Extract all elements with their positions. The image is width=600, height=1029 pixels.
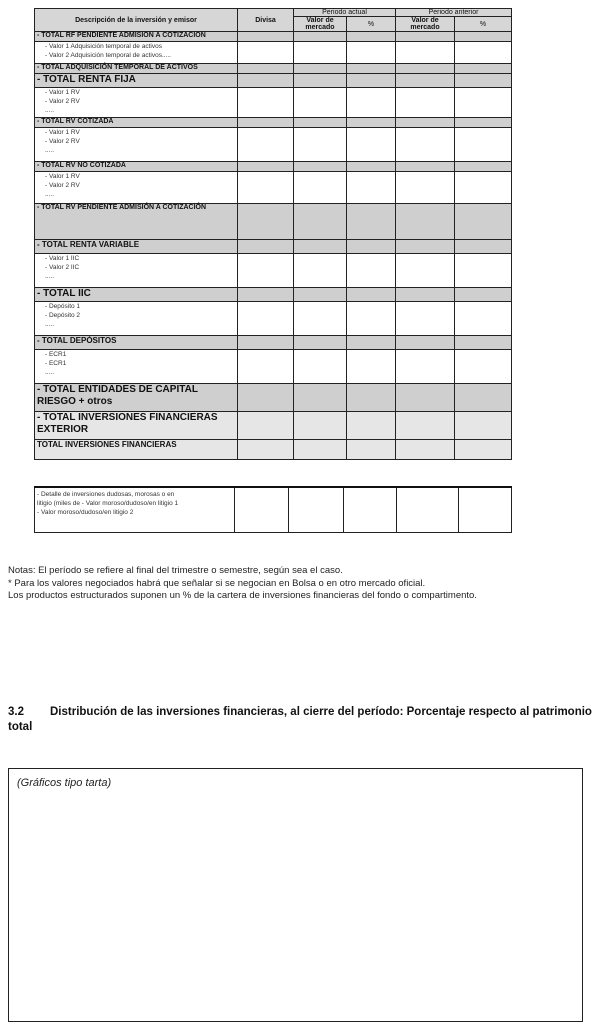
value-cell bbox=[455, 128, 512, 162]
item-row bbox=[35, 42, 512, 64]
section-total-row bbox=[35, 384, 512, 412]
value-cell bbox=[347, 64, 396, 74]
note-line: * Para los valores negociados habrá que señalar si se negocian en Bolsa o en otro mercado oficial. bbox=[8, 577, 426, 589]
value-cell bbox=[455, 288, 512, 302]
value-cell bbox=[455, 350, 512, 384]
item-row bbox=[35, 254, 512, 288]
value-cell bbox=[396, 254, 455, 288]
item-line: - Valor 2 Adquisición temporal de activos..... bbox=[45, 52, 171, 59]
value-cell bbox=[347, 42, 396, 64]
value-cell bbox=[238, 128, 294, 162]
section-total-row bbox=[35, 64, 512, 74]
dudosas-line: - Valor moroso/dudoso/en litigio 2 bbox=[37, 509, 134, 516]
dudosas-cell bbox=[397, 487, 459, 533]
item-line: - Depósito 2 bbox=[45, 312, 81, 319]
item-label bbox=[35, 254, 238, 288]
item-line: - Valor 1 RV bbox=[45, 89, 80, 96]
value-cell bbox=[347, 384, 396, 412]
section-total-row bbox=[35, 32, 512, 42]
section-total-row bbox=[35, 118, 512, 128]
value-cell bbox=[294, 172, 347, 204]
item-label bbox=[35, 172, 238, 204]
item-line: - ECR1 bbox=[45, 360, 67, 367]
value-cell bbox=[238, 74, 294, 88]
dudosas-line: litigio (miles de - Valor moroso/dudoso/en litigio 1 bbox=[37, 500, 179, 507]
value-cell bbox=[294, 412, 347, 440]
section-total-row bbox=[35, 240, 512, 254]
value-cell bbox=[396, 88, 455, 118]
item-row bbox=[35, 172, 512, 204]
item-line: - Valor 1 RV bbox=[45, 173, 80, 180]
section-label: - TOTAL IIC bbox=[35, 288, 238, 302]
value-cell bbox=[396, 412, 455, 440]
value-cell bbox=[396, 118, 455, 128]
value-cell bbox=[347, 288, 396, 302]
value-cell bbox=[238, 118, 294, 128]
value-cell bbox=[455, 204, 512, 240]
value-cell bbox=[294, 302, 347, 336]
item-line: - Valor 1 Adquisición temporal de activos bbox=[45, 43, 162, 50]
section-label: - TOTAL INVERSIONES FINANCIERAS EXTERIOR bbox=[35, 412, 238, 440]
investments-table-body bbox=[35, 32, 512, 460]
value-cell bbox=[347, 128, 396, 162]
section-label: - TOTAL ADQUISICIÓN TEMPORAL DE ACTIVOS bbox=[35, 64, 238, 74]
section-label: TOTAL INVERSIONES FINANCIERAS bbox=[35, 440, 238, 460]
section-total-row bbox=[35, 440, 512, 460]
value-cell bbox=[294, 128, 347, 162]
dudosas-table bbox=[34, 486, 512, 533]
section-total-row bbox=[35, 162, 512, 172]
value-cell bbox=[347, 118, 396, 128]
item-line: ..... bbox=[45, 191, 55, 198]
value-cell bbox=[396, 32, 455, 42]
section-label: - TOTAL RV PENDIENTE ADMISIÓN A COTIZACIÓN bbox=[35, 204, 238, 240]
value-cell bbox=[396, 204, 455, 240]
item-row bbox=[35, 350, 512, 384]
value-cell bbox=[238, 42, 294, 64]
item-label bbox=[35, 350, 238, 384]
item-label bbox=[35, 128, 238, 162]
value-cell bbox=[238, 384, 294, 412]
section-title: Distribución de las inversiones financieras, al cierre del período: Porcentaje respecto al patrimonio total bbox=[8, 706, 592, 733]
value-cell bbox=[347, 88, 396, 118]
section-label: - TOTAL RV NO COTIZADA bbox=[35, 162, 238, 172]
item-line: - Valor 1 RV bbox=[45, 129, 80, 136]
chart-placeholder-text: (Gráficos tipo tarta) bbox=[17, 777, 112, 789]
section-number: 3.2 bbox=[8, 706, 24, 718]
value-cell bbox=[347, 350, 396, 384]
value-cell bbox=[396, 350, 455, 384]
value-cell bbox=[238, 288, 294, 302]
value-cell bbox=[455, 302, 512, 336]
value-cell bbox=[347, 204, 396, 240]
section-label: - TOTAL ENTIDADES DE CAPITAL RIESGO + otros bbox=[35, 384, 238, 412]
header-pct-actual: % bbox=[347, 17, 396, 32]
item-line: - Valor 2 RV bbox=[45, 182, 80, 189]
value-cell bbox=[455, 88, 512, 118]
item-line: - Valor 1 IIC bbox=[45, 255, 80, 262]
value-cell bbox=[396, 128, 455, 162]
value-cell bbox=[294, 350, 347, 384]
section-label: - TOTAL RF PENDIENTE ADMISION A COTIZACION bbox=[35, 32, 238, 42]
section-label: - TOTAL DEPÓSITOS bbox=[35, 336, 238, 350]
value-cell bbox=[455, 412, 512, 440]
value-cell bbox=[455, 162, 512, 172]
value-cell bbox=[238, 412, 294, 440]
value-cell bbox=[347, 32, 396, 42]
dudosas-cell bbox=[459, 487, 512, 533]
dudosas-line: - Detalle de inversiones dudosas, morosas o en bbox=[37, 491, 175, 498]
value-cell bbox=[294, 32, 347, 42]
item-row bbox=[35, 302, 512, 336]
item-label bbox=[35, 88, 238, 118]
value-cell bbox=[347, 336, 396, 350]
item-label bbox=[35, 42, 238, 64]
section-total-row bbox=[35, 74, 512, 88]
investments-table bbox=[34, 8, 512, 460]
value-cell bbox=[238, 32, 294, 42]
value-cell bbox=[347, 412, 396, 440]
value-cell bbox=[238, 240, 294, 254]
item-line: ..... bbox=[45, 273, 55, 280]
value-cell bbox=[396, 74, 455, 88]
value-cell bbox=[294, 440, 347, 460]
value-cell bbox=[238, 172, 294, 204]
item-line: - Valor 2 RV bbox=[45, 98, 80, 105]
header-periodo-anterior: Periodo anterior bbox=[396, 9, 512, 17]
section-total-row bbox=[35, 204, 512, 240]
value-cell bbox=[455, 254, 512, 288]
value-cell bbox=[455, 32, 512, 42]
item-line: ..... bbox=[45, 321, 55, 328]
dudosas-cell bbox=[289, 487, 344, 533]
value-cell bbox=[347, 162, 396, 172]
value-cell bbox=[455, 240, 512, 254]
section-total-row bbox=[35, 288, 512, 302]
section-total-row bbox=[35, 336, 512, 350]
value-cell bbox=[455, 384, 512, 412]
value-cell bbox=[396, 288, 455, 302]
value-cell bbox=[238, 336, 294, 350]
value-cell bbox=[396, 336, 455, 350]
value-cell bbox=[294, 288, 347, 302]
value-cell bbox=[455, 64, 512, 74]
item-line: ..... bbox=[45, 107, 55, 114]
header-valor-mercado-anterior: Valor de mercado bbox=[396, 17, 455, 32]
value-cell bbox=[294, 118, 347, 128]
value-cell bbox=[294, 336, 347, 350]
value-cell bbox=[455, 172, 512, 204]
value-cell bbox=[347, 254, 396, 288]
value-cell bbox=[347, 240, 396, 254]
item-row bbox=[35, 88, 512, 118]
header-periodo-actual: Periodo actual bbox=[294, 9, 396, 17]
notes bbox=[8, 565, 593, 603]
value-cell bbox=[294, 42, 347, 64]
value-cell bbox=[238, 162, 294, 172]
value-cell bbox=[238, 440, 294, 460]
item-line: - Depósito 1 bbox=[45, 303, 81, 310]
value-cell bbox=[396, 302, 455, 336]
value-cell bbox=[294, 240, 347, 254]
value-cell bbox=[396, 64, 455, 74]
item-line: ..... bbox=[45, 369, 55, 376]
item-row bbox=[35, 128, 512, 162]
note-line: Los productos estructurados suponen un % de la cartera de inversiones financieras del fondo o compartimento. bbox=[8, 590, 477, 601]
value-cell bbox=[294, 204, 347, 240]
value-cell bbox=[396, 384, 455, 412]
value-cell bbox=[238, 204, 294, 240]
item-line: - ECR1 bbox=[45, 351, 67, 358]
value-cell bbox=[238, 88, 294, 118]
value-cell bbox=[238, 350, 294, 384]
value-cell bbox=[347, 74, 396, 88]
value-cell bbox=[455, 74, 512, 88]
value-cell bbox=[294, 254, 347, 288]
value-cell bbox=[455, 42, 512, 64]
dudosas-cell bbox=[344, 487, 397, 533]
value-cell bbox=[396, 172, 455, 204]
item-line: - Valor 2 RV bbox=[45, 138, 80, 145]
value-cell bbox=[238, 64, 294, 74]
dudosas-cell bbox=[235, 487, 289, 533]
value-cell bbox=[238, 302, 294, 336]
header-desc: Descripción de la inversión y emisor bbox=[35, 9, 238, 32]
value-cell bbox=[294, 74, 347, 88]
value-cell bbox=[455, 336, 512, 350]
header-divisa: Divisa bbox=[238, 9, 294, 32]
value-cell bbox=[396, 240, 455, 254]
value-cell bbox=[347, 440, 396, 460]
value-cell bbox=[294, 162, 347, 172]
value-cell bbox=[294, 384, 347, 412]
value-cell bbox=[455, 440, 512, 460]
value-cell bbox=[294, 88, 347, 118]
value-cell bbox=[455, 118, 512, 128]
value-cell bbox=[396, 42, 455, 64]
value-cell bbox=[294, 64, 347, 74]
note-line: Notas: El período se refiere al final del trimestre o semestre, según sea el caso. bbox=[8, 565, 343, 576]
section-heading bbox=[8, 705, 593, 735]
header-pct-anterior: % bbox=[455, 17, 512, 32]
item-line: - Valor 2 IIC bbox=[45, 264, 80, 271]
value-cell bbox=[396, 162, 455, 172]
value-cell bbox=[347, 302, 396, 336]
section-total-row bbox=[35, 412, 512, 440]
section-label: - TOTAL RV COTIZADA bbox=[35, 118, 238, 128]
item-line: ..... bbox=[45, 147, 55, 154]
value-cell bbox=[238, 254, 294, 288]
section-label: - TOTAL RENTA FIJA bbox=[35, 74, 238, 88]
dudosas-label bbox=[35, 487, 235, 533]
value-cell bbox=[347, 172, 396, 204]
value-cell bbox=[396, 440, 455, 460]
header-valor-mercado-actual: Valor de mercado bbox=[294, 17, 347, 32]
chart-placeholder-box bbox=[8, 768, 583, 1022]
item-label bbox=[35, 302, 238, 336]
section-label: - TOTAL RENTA VARIABLE bbox=[35, 240, 238, 254]
